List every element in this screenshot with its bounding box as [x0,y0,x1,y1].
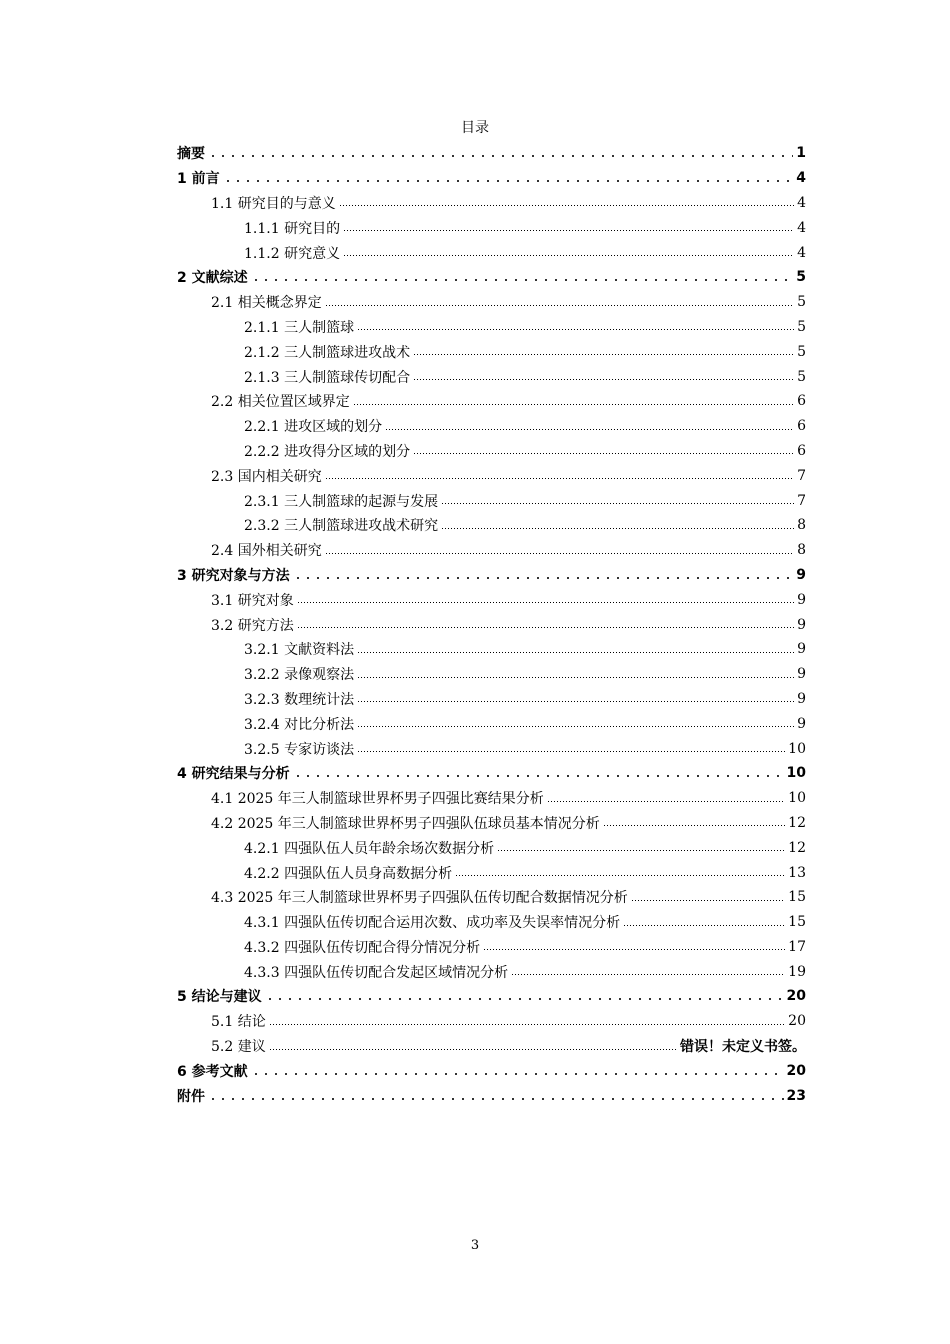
toc-entry-page: 4 [797,194,806,211]
toc-entry-label: 2.2 相关位置区域界定 [211,394,350,411]
toc-entry[interactable] [177,984,806,1009]
toc-dot-leader [441,523,794,533]
toc-entry-label: 6 参考文献 [177,1063,248,1080]
toc-entry-label: 3.2.5 专家访谈法 [244,741,355,758]
toc-dot-leader [251,1069,784,1079]
toc-entry[interactable] [177,538,806,563]
toc-dot-leader [455,871,785,881]
toc-entry-page: 5 [797,294,806,311]
toc-entry-page: 19 [788,963,806,980]
toc-entry-label: 摘要 [177,146,205,163]
toc-entry-label: 5.2 建议 [211,1039,266,1056]
toc-entry-label: 3.2.3 数理统计法 [244,691,355,708]
toc-dot-leader [353,399,794,409]
toc-entry-label: 4.3.3 四强队伍传切配合发起区域情况分析 [244,964,509,981]
toc-entry[interactable] [177,141,806,166]
toc-dot-leader [441,499,794,509]
toc-entry-page: 9 [797,616,806,633]
toc-entry[interactable] [177,910,806,935]
toc-entry-label: 2.1.1 三人制篮球 [244,319,355,336]
toc-entry-label: 4.3.1 四强队伍传切配合运用次数、成功率及失误率情况分析 [244,915,621,932]
toc-entry[interactable] [177,587,806,612]
toc-entry-page: 12 [788,839,806,856]
toc-dot-leader [497,846,785,856]
toc-dot-leader [265,994,784,1004]
toc-entry-label: 3.2.2 录像观察法 [244,667,355,684]
toc-entry[interactable] [177,612,806,637]
toc-entry[interactable] [177,463,806,488]
toc-entry[interactable] [177,1058,806,1083]
toc-entry[interactable] [177,166,806,191]
toc-entry[interactable] [177,265,806,290]
toc-dot-leader [413,350,794,360]
toc-dot-leader [631,895,785,905]
toc-entry-page: 10 [786,765,806,782]
toc-dot-leader [357,697,794,707]
toc-entry-page: 4 [796,170,806,187]
toc-entry-label: 2.1.2 三人制篮球进攻战术 [244,344,411,361]
toc-entry[interactable] [177,1034,806,1059]
toc-entry-label: 2.3.1 三人制篮球的起源与发展 [244,493,439,510]
toc-dot-leader [623,920,785,930]
toc-entry-page: 9 [797,641,806,658]
toc-entry-label: 4 研究结果与分析 [177,766,290,783]
toc-entry-label: 2.3.2 三人制篮球进攻战术研究 [244,518,439,535]
toc-entry[interactable] [177,1083,806,1108]
toc-dot-leader [357,672,794,682]
toc-entry-page: 5 [797,368,806,385]
toc-entry-label: 2.1.3 三人制篮球传切配合 [244,369,411,386]
toc-entry[interactable] [177,811,806,836]
toc-entry-label: 5.1 结论 [211,1014,266,1031]
toc-entry-label: 5 结论与建议 [177,989,262,1006]
toc-dot-leader [297,623,794,633]
toc-entry-page: 15 [788,914,806,931]
toc-dot-leader [269,1044,677,1054]
toc-dot-leader [343,226,794,236]
toc-entry-page: 4 [797,219,806,236]
toc-entry-label: 4.2.1 四强队伍人员年龄余场次数据分析 [244,840,495,857]
toc-entry[interactable] [177,339,806,364]
toc-entry[interactable] [177,1009,806,1034]
toc-entry-label: 3 研究对象与方法 [177,567,290,584]
toc-dot-leader [385,424,794,434]
toc-dot-leader [293,573,794,583]
toc-dot-leader [325,474,794,484]
toc-entry-page: 5 [797,318,806,335]
toc-entry-page: 7 [797,492,806,509]
toc-dot-leader [413,449,794,459]
toc-dot-leader [223,176,794,186]
toc-entry-label: 2.3 国内相关研究 [211,468,322,485]
toc-entry[interactable] [177,637,806,662]
toc-entry[interactable] [177,662,806,687]
toc-entry-label: 附件 [177,1088,205,1105]
toc-dot-leader [251,275,794,285]
toc-entry-label: 2.4 国外相关研究 [211,543,322,560]
toc-dot-leader [603,821,785,831]
toc-entry-page: 6 [797,418,806,435]
toc-entry[interactable] [177,215,806,240]
toc-entry[interactable] [177,736,806,761]
toc-entry[interactable] [177,389,806,414]
toc-entry[interactable] [177,563,806,588]
toc-entry-label: 1 前言 [177,171,220,188]
toc-entry-page: 8 [797,517,806,534]
toc-entry-page: 5 [797,343,806,360]
toc-dot-leader [339,201,794,211]
toc-entry[interactable] [177,315,806,340]
toc-entry[interactable] [177,935,806,960]
toc-entry-page: 5 [796,269,806,286]
toc-entry-page: 9 [796,566,806,583]
toc-dot-leader [357,325,794,335]
toc-entry-page: 12 [788,814,806,831]
toc-entry-label: 4.1 2025 年三人制篮球世界杯男子四强比赛结果分析 [211,791,544,808]
toc-entry-label: 3.2 研究方法 [211,617,294,634]
toc-entry-page: 9 [797,591,806,608]
toc-entry-label: 1.1.1 研究目的 [244,220,341,237]
toc-entry-label: 4.3.2 四强队伍传切配合得分情况分析 [244,939,481,956]
toc-entry-label: 2 文献综述 [177,270,248,287]
toc-entry-label: 2.2.2 进攻得分区域的划分 [244,443,411,460]
toc-entry-page: 10 [788,740,806,757]
toc-dot-leader [357,722,794,732]
page-title: 目录 [461,120,489,136]
toc-entry-page: 10 [788,790,806,807]
toc-entry-label: 4.2.2 四强队伍人员身高数据分析 [244,865,453,882]
page-number: 3 [470,1238,480,1253]
toc-entry[interactable] [177,290,806,315]
toc-dot-leader [483,945,785,955]
toc-entry-label: 3.2.4 对比分析法 [244,716,355,733]
toc-dot-leader [208,151,793,161]
toc-entry[interactable] [177,860,806,885]
toc-dot-leader [343,251,794,261]
toc-entry-page: 9 [797,690,806,707]
toc-entry-label: 3.1 研究对象 [211,592,294,609]
toc-entry[interactable] [177,711,806,736]
toc-entry-label: 2.2.1 进攻区域的划分 [244,419,383,436]
toc-entry-label: 4.2 2025 年三人制篮球世界杯男子四强队伍球员基本情况分析 [211,815,600,832]
toc-entry[interactable] [177,364,806,389]
toc-dot-leader [357,747,785,757]
toc-entry-page: 9 [797,715,806,732]
toc-dot-leader [297,598,794,608]
toc-entry-page: 6 [797,393,806,410]
toc-entry[interactable] [177,240,806,265]
toc-entry-label: 4.3 2025 年三人制篮球世界杯男子四强队伍传切配合数据情况分析 [211,890,628,907]
toc-dot-leader [413,375,794,385]
toc-entry-label: 2.1 相关概念界定 [211,295,322,312]
toc-entry-page: 20 [786,988,806,1005]
toc-entry-page: 20 [788,1013,806,1030]
toc-dot-leader [325,300,794,310]
toc-dot-leader [325,548,794,558]
toc-entry[interactable] [177,786,806,811]
toc-dot-leader [511,970,785,980]
toc-entry-label: 1.1 研究目的与意义 [211,195,336,212]
toc-dot-leader [208,1094,784,1104]
toc-entry[interactable] [177,885,806,910]
toc-entry[interactable] [177,835,806,860]
toc-entry[interactable] [177,439,806,464]
toc-entry[interactable] [177,761,806,786]
toc-entry-page-error: 错误！未定义书签。 [680,1039,806,1056]
toc-entry-label: 3.2.1 文献资料法 [244,642,355,659]
toc-entry[interactable] [177,687,806,712]
toc-entry-page: 6 [797,442,806,459]
toc-entry-page: 4 [797,244,806,261]
toc-entry[interactable] [177,191,806,216]
toc-entry[interactable] [177,959,806,984]
toc-entry-page: 17 [788,938,806,955]
toc-entry[interactable] [177,414,806,439]
table-of-contents [177,141,806,1108]
toc-entry-page: 13 [788,864,806,881]
toc-entry-page: 20 [786,1062,806,1079]
toc-entry-page: 23 [786,1087,806,1104]
toc-entry-page: 9 [797,666,806,683]
toc-entry[interactable] [177,488,806,513]
toc-dot-leader [547,796,785,806]
toc-dot-leader [357,647,794,657]
toc-entry-page: 7 [797,467,806,484]
toc-dot-leader [293,771,784,781]
toc-entry-page: 1 [796,145,806,162]
toc-entry-page: 15 [788,889,806,906]
toc-entry[interactable] [177,513,806,538]
toc-entry-page: 8 [797,542,806,559]
toc-dot-leader [269,1019,785,1029]
toc-entry-label: 1.1.2 研究意义 [244,245,341,262]
